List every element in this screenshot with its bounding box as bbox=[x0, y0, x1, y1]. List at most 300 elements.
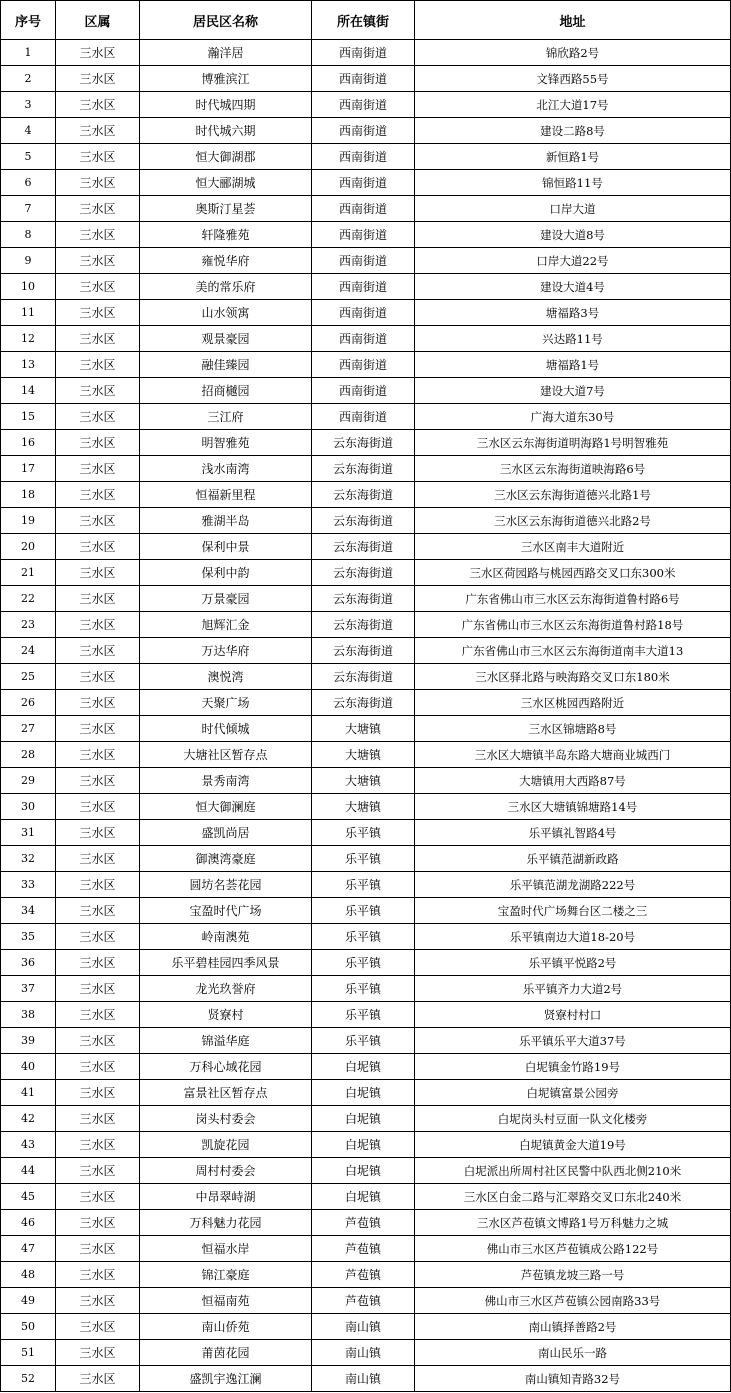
table-row bbox=[1, 508, 731, 534]
cell-index: 11 bbox=[1, 300, 56, 326]
table-row bbox=[1, 196, 731, 222]
cell-town-street: 白坭镇 bbox=[312, 1158, 415, 1184]
cell-index: 23 bbox=[1, 612, 56, 638]
cell-address: 三水区云东海街道映海路6号 bbox=[415, 456, 731, 482]
cell-index: 34 bbox=[1, 898, 56, 924]
cell-town-street: 云东海街道 bbox=[312, 664, 415, 690]
cell-index: 2 bbox=[1, 66, 56, 92]
cell-index: 51 bbox=[1, 1340, 56, 1366]
cell-town-street: 芦苞镇 bbox=[312, 1262, 415, 1288]
cell-community-name: 大塘社区暂存点 bbox=[140, 742, 312, 768]
cell-index: 22 bbox=[1, 586, 56, 612]
cell-town-street: 西南街道 bbox=[312, 248, 415, 274]
cell-address: 乐平镇范湖新政路 bbox=[415, 846, 731, 872]
cell-community-name: 恒大郦湖城 bbox=[140, 170, 312, 196]
table-body bbox=[1, 40, 731, 1392]
cell-address: 锦欣路2号 bbox=[415, 40, 731, 66]
cell-district: 三水区 bbox=[56, 742, 140, 768]
table-row bbox=[1, 1262, 731, 1288]
cell-town-street: 云东海街道 bbox=[312, 586, 415, 612]
cell-district: 三水区 bbox=[56, 274, 140, 300]
cell-address: 广海大道东30号 bbox=[415, 404, 731, 430]
table-row bbox=[1, 612, 731, 638]
cell-address: 广东省佛山市三水区云东海街道鲁村路6号 bbox=[415, 586, 731, 612]
cell-town-street: 西南街道 bbox=[312, 352, 415, 378]
cell-town-street: 云东海街道 bbox=[312, 560, 415, 586]
cell-community-name: 万景豪园 bbox=[140, 586, 312, 612]
cell-district: 三水区 bbox=[56, 1106, 140, 1132]
cell-town-street: 西南街道 bbox=[312, 66, 415, 92]
cell-district: 三水区 bbox=[56, 586, 140, 612]
cell-index: 13 bbox=[1, 352, 56, 378]
table-row bbox=[1, 742, 731, 768]
cell-community-name: 恒大御澜庭 bbox=[140, 794, 312, 820]
cell-community-name: 山水领寓 bbox=[140, 300, 312, 326]
cell-town-street: 南山镇 bbox=[312, 1314, 415, 1340]
cell-address: 三水区荷园路与桃园西路交叉口东300米 bbox=[415, 560, 731, 586]
cell-community-name: 招商樾园 bbox=[140, 378, 312, 404]
cell-address: 建设二路8号 bbox=[415, 118, 731, 144]
table-row bbox=[1, 300, 731, 326]
cell-town-street: 乐平镇 bbox=[312, 846, 415, 872]
cell-district: 三水区 bbox=[56, 1366, 140, 1392]
cell-town-street: 云东海街道 bbox=[312, 690, 415, 716]
cell-town-street: 西南街道 bbox=[312, 326, 415, 352]
cell-town-street: 白坭镇 bbox=[312, 1132, 415, 1158]
cell-community-name: 贤寮村 bbox=[140, 1002, 312, 1028]
cell-index: 14 bbox=[1, 378, 56, 404]
cell-community-name: 万达华府 bbox=[140, 638, 312, 664]
cell-address: 塘福路1号 bbox=[415, 352, 731, 378]
table-row bbox=[1, 638, 731, 664]
cell-address: 乐平镇齐力大道2号 bbox=[415, 976, 731, 1002]
cell-district: 三水区 bbox=[56, 638, 140, 664]
cell-district: 三水区 bbox=[56, 144, 140, 170]
table-row bbox=[1, 430, 731, 456]
cell-index: 48 bbox=[1, 1262, 56, 1288]
cell-address: 宝盈时代广场舞台区二楼之三 bbox=[415, 898, 731, 924]
cell-address: 白坭镇富景公园旁 bbox=[415, 1080, 731, 1106]
table-row bbox=[1, 664, 731, 690]
cell-address: 三水区驿北路与映海路交叉口东180米 bbox=[415, 664, 731, 690]
table-row bbox=[1, 144, 731, 170]
cell-district: 三水区 bbox=[56, 560, 140, 586]
cell-community-name: 时代倾城 bbox=[140, 716, 312, 742]
table-row bbox=[1, 248, 731, 274]
cell-index: 9 bbox=[1, 248, 56, 274]
cell-community-name: 乐平碧桂园四季风景 bbox=[140, 950, 312, 976]
cell-index: 38 bbox=[1, 1002, 56, 1028]
cell-district: 三水区 bbox=[56, 846, 140, 872]
cell-town-street: 大塘镇 bbox=[312, 742, 415, 768]
cell-community-name: 明智雅苑 bbox=[140, 430, 312, 456]
cell-index: 19 bbox=[1, 508, 56, 534]
header-district: 区属 bbox=[56, 1, 140, 40]
table-row bbox=[1, 352, 731, 378]
table-row bbox=[1, 586, 731, 612]
cell-community-name: 宝盈时代广场 bbox=[140, 898, 312, 924]
table-row bbox=[1, 1054, 731, 1080]
cell-district: 三水区 bbox=[56, 690, 140, 716]
cell-index: 49 bbox=[1, 1288, 56, 1314]
cell-district: 三水区 bbox=[56, 924, 140, 950]
cell-index: 18 bbox=[1, 482, 56, 508]
header-row bbox=[1, 1, 731, 40]
cell-community-name: 景秀南湾 bbox=[140, 768, 312, 794]
cell-town-street: 乐平镇 bbox=[312, 898, 415, 924]
cell-community-name: 富景社区暂存点 bbox=[140, 1080, 312, 1106]
cell-district: 三水区 bbox=[56, 664, 140, 690]
cell-index: 46 bbox=[1, 1210, 56, 1236]
cell-town-street: 西南街道 bbox=[312, 404, 415, 430]
table-row bbox=[1, 1210, 731, 1236]
cell-district: 三水区 bbox=[56, 1288, 140, 1314]
table-row bbox=[1, 482, 731, 508]
table-row bbox=[1, 560, 731, 586]
cell-district: 三水区 bbox=[56, 1262, 140, 1288]
cell-district: 三水区 bbox=[56, 976, 140, 1002]
cell-index: 43 bbox=[1, 1132, 56, 1158]
cell-address: 乐平镇平悦路2号 bbox=[415, 950, 731, 976]
table-row bbox=[1, 404, 731, 430]
cell-town-street: 白坭镇 bbox=[312, 1054, 415, 1080]
cell-community-name: 万科心域花园 bbox=[140, 1054, 312, 1080]
table-row bbox=[1, 1314, 731, 1340]
cell-community-name: 恒福水岸 bbox=[140, 1236, 312, 1262]
header-town-street: 所在镇街 bbox=[312, 1, 415, 40]
cell-town-street: 乐平镇 bbox=[312, 820, 415, 846]
cell-town-street: 大塘镇 bbox=[312, 768, 415, 794]
cell-district: 三水区 bbox=[56, 1236, 140, 1262]
cell-address: 南山镇择善路2号 bbox=[415, 1314, 731, 1340]
cell-district: 三水区 bbox=[56, 1054, 140, 1080]
header-community-name: 居民区名称 bbox=[140, 1, 312, 40]
table-row bbox=[1, 872, 731, 898]
cell-community-name: 锦江豪庭 bbox=[140, 1262, 312, 1288]
table-row bbox=[1, 1028, 731, 1054]
cell-address: 三水区大塘镇锦塘路14号 bbox=[415, 794, 731, 820]
cell-address: 贤寮村村口 bbox=[415, 1002, 731, 1028]
cell-town-street: 西南街道 bbox=[312, 274, 415, 300]
table-row bbox=[1, 378, 731, 404]
cell-index: 4 bbox=[1, 118, 56, 144]
cell-index: 33 bbox=[1, 872, 56, 898]
table-row bbox=[1, 222, 731, 248]
table-row bbox=[1, 1236, 731, 1262]
cell-town-street: 西南街道 bbox=[312, 40, 415, 66]
cell-address: 三水区锦塘路8号 bbox=[415, 716, 731, 742]
cell-address: 南山镇知青路32号 bbox=[415, 1366, 731, 1392]
cell-town-street: 云东海街道 bbox=[312, 430, 415, 456]
cell-index: 44 bbox=[1, 1158, 56, 1184]
cell-district: 三水区 bbox=[56, 534, 140, 560]
table-row bbox=[1, 1002, 731, 1028]
cell-community-name: 保利中韵 bbox=[140, 560, 312, 586]
cell-address: 口岸大道22号 bbox=[415, 248, 731, 274]
cell-town-street: 白坭镇 bbox=[312, 1106, 415, 1132]
table-row bbox=[1, 768, 731, 794]
cell-index: 31 bbox=[1, 820, 56, 846]
cell-address: 大塘镇用大西路87号 bbox=[415, 768, 731, 794]
cell-district: 三水区 bbox=[56, 222, 140, 248]
cell-town-street: 西南街道 bbox=[312, 300, 415, 326]
cell-address: 口岸大道 bbox=[415, 196, 731, 222]
cell-town-street: 乐平镇 bbox=[312, 976, 415, 1002]
cell-town-street: 白坭镇 bbox=[312, 1184, 415, 1210]
cell-index: 29 bbox=[1, 768, 56, 794]
cell-index: 41 bbox=[1, 1080, 56, 1106]
table-row bbox=[1, 924, 731, 950]
cell-index: 10 bbox=[1, 274, 56, 300]
cell-address: 文锋西路55号 bbox=[415, 66, 731, 92]
cell-community-name: 三江府 bbox=[140, 404, 312, 430]
cell-town-street: 南山镇 bbox=[312, 1366, 415, 1392]
cell-index: 27 bbox=[1, 716, 56, 742]
cell-community-name: 博雅滨江 bbox=[140, 66, 312, 92]
cell-community-name: 盛凯尚居 bbox=[140, 820, 312, 846]
table-row bbox=[1, 40, 731, 66]
cell-town-street: 大塘镇 bbox=[312, 794, 415, 820]
cell-address: 三水区云东海街道德兴北路1号 bbox=[415, 482, 731, 508]
table-row bbox=[1, 326, 731, 352]
cell-index: 6 bbox=[1, 170, 56, 196]
cell-community-name: 保利中景 bbox=[140, 534, 312, 560]
cell-address: 建设大道8号 bbox=[415, 222, 731, 248]
cell-district: 三水区 bbox=[56, 898, 140, 924]
table-row bbox=[1, 170, 731, 196]
cell-town-street: 大塘镇 bbox=[312, 716, 415, 742]
cell-index: 5 bbox=[1, 144, 56, 170]
cell-district: 三水区 bbox=[56, 482, 140, 508]
cell-community-name: 浅水南湾 bbox=[140, 456, 312, 482]
cell-district: 三水区 bbox=[56, 1132, 140, 1158]
cell-index: 16 bbox=[1, 430, 56, 456]
cell-community-name: 周村村委会 bbox=[140, 1158, 312, 1184]
cell-index: 3 bbox=[1, 92, 56, 118]
cell-community-name: 凯旋花园 bbox=[140, 1132, 312, 1158]
cell-address: 锦恒路11号 bbox=[415, 170, 731, 196]
cell-community-name: 中昂翠峙湖 bbox=[140, 1184, 312, 1210]
cell-town-street: 云东海街道 bbox=[312, 508, 415, 534]
table-row bbox=[1, 794, 731, 820]
cell-index: 15 bbox=[1, 404, 56, 430]
cell-address: 三水区白金二路与汇翠路交叉口东北240米 bbox=[415, 1184, 731, 1210]
cell-town-street: 乐平镇 bbox=[312, 1028, 415, 1054]
cell-address: 白坭镇金竹路19号 bbox=[415, 1054, 731, 1080]
cell-district: 三水区 bbox=[56, 1340, 140, 1366]
cell-index: 40 bbox=[1, 1054, 56, 1080]
cell-community-name: 瀚洋居 bbox=[140, 40, 312, 66]
cell-address: 三水区芦苞镇文博路1号万科魅力之城 bbox=[415, 1210, 731, 1236]
table-row bbox=[1, 950, 731, 976]
cell-community-name: 恒福新里程 bbox=[140, 482, 312, 508]
cell-address: 白坭岗头村豆面一队文化楼旁 bbox=[415, 1106, 731, 1132]
cell-index: 21 bbox=[1, 560, 56, 586]
cell-community-name: 轩隆雅苑 bbox=[140, 222, 312, 248]
header-address: 地址 bbox=[415, 1, 731, 40]
cell-district: 三水区 bbox=[56, 1184, 140, 1210]
cell-district: 三水区 bbox=[56, 1158, 140, 1184]
cell-town-street: 芦苞镇 bbox=[312, 1210, 415, 1236]
cell-town-street: 白坭镇 bbox=[312, 1080, 415, 1106]
cell-index: 39 bbox=[1, 1028, 56, 1054]
cell-address: 三水区云东海街道德兴北路2号 bbox=[415, 508, 731, 534]
cell-index: 25 bbox=[1, 664, 56, 690]
cell-community-name: 观景豪园 bbox=[140, 326, 312, 352]
cell-district: 三水区 bbox=[56, 716, 140, 742]
cell-index: 42 bbox=[1, 1106, 56, 1132]
cell-address: 芦苞镇龙坡三路一号 bbox=[415, 1262, 731, 1288]
table-row bbox=[1, 1158, 731, 1184]
cell-address: 广东省佛山市三水区云东海街道南丰大道13 bbox=[415, 638, 731, 664]
cell-town-street: 云东海街道 bbox=[312, 482, 415, 508]
cell-address: 建设大道7号 bbox=[415, 378, 731, 404]
cell-community-name: 旭辉汇金 bbox=[140, 612, 312, 638]
cell-town-street: 云东海街道 bbox=[312, 456, 415, 482]
cell-district: 三水区 bbox=[56, 794, 140, 820]
table-row bbox=[1, 1132, 731, 1158]
cell-address: 佛山市三水区芦苞镇成公路122号 bbox=[415, 1236, 731, 1262]
cell-address: 建设大道4号 bbox=[415, 274, 731, 300]
cell-address: 三水区南丰大道附近 bbox=[415, 534, 731, 560]
cell-town-street: 西南街道 bbox=[312, 222, 415, 248]
cell-index: 36 bbox=[1, 950, 56, 976]
cell-community-name: 南山侨苑 bbox=[140, 1314, 312, 1340]
cell-index: 1 bbox=[1, 40, 56, 66]
cell-index: 24 bbox=[1, 638, 56, 664]
cell-district: 三水区 bbox=[56, 300, 140, 326]
cell-community-name: 盛凯宇逸江澜 bbox=[140, 1366, 312, 1392]
table-row bbox=[1, 274, 731, 300]
cell-town-street: 西南街道 bbox=[312, 170, 415, 196]
table-row bbox=[1, 1340, 731, 1366]
cell-address: 乐平镇范湖龙湖路222号 bbox=[415, 872, 731, 898]
cell-town-street: 芦苞镇 bbox=[312, 1236, 415, 1262]
cell-district: 三水区 bbox=[56, 430, 140, 456]
cell-district: 三水区 bbox=[56, 768, 140, 794]
cell-district: 三水区 bbox=[56, 40, 140, 66]
cell-index: 35 bbox=[1, 924, 56, 950]
cell-district: 三水区 bbox=[56, 1314, 140, 1340]
cell-district: 三水区 bbox=[56, 1002, 140, 1028]
cell-address: 乐平镇礼智路4号 bbox=[415, 820, 731, 846]
cell-town-street: 乐平镇 bbox=[312, 872, 415, 898]
cell-address: 佛山市三水区芦苞镇公园南路33号 bbox=[415, 1288, 731, 1314]
cell-town-street: 乐平镇 bbox=[312, 950, 415, 976]
cell-community-name: 澳悦湾 bbox=[140, 664, 312, 690]
table-row bbox=[1, 534, 731, 560]
cell-index: 32 bbox=[1, 846, 56, 872]
cell-index: 12 bbox=[1, 326, 56, 352]
cell-district: 三水区 bbox=[56, 118, 140, 144]
table-row bbox=[1, 456, 731, 482]
cell-district: 三水区 bbox=[56, 326, 140, 352]
cell-address: 三水区云东海街道明海路1号明智雅苑 bbox=[415, 430, 731, 456]
cell-district: 三水区 bbox=[56, 1210, 140, 1236]
cell-community-name: 岗头村委会 bbox=[140, 1106, 312, 1132]
cell-district: 三水区 bbox=[56, 1028, 140, 1054]
cell-district: 三水区 bbox=[56, 248, 140, 274]
cell-community-name: 锦溢华庭 bbox=[140, 1028, 312, 1054]
cell-community-name: 岭南澳苑 bbox=[140, 924, 312, 950]
cell-town-street: 乐平镇 bbox=[312, 1002, 415, 1028]
table-row bbox=[1, 716, 731, 742]
cell-index: 20 bbox=[1, 534, 56, 560]
cell-town-street: 云东海街道 bbox=[312, 638, 415, 664]
table-row bbox=[1, 846, 731, 872]
table-row bbox=[1, 1080, 731, 1106]
cell-district: 三水区 bbox=[56, 1080, 140, 1106]
cell-district: 三水区 bbox=[56, 66, 140, 92]
cell-district: 三水区 bbox=[56, 820, 140, 846]
table-row bbox=[1, 1106, 731, 1132]
cell-address: 新恒路1号 bbox=[415, 144, 731, 170]
cell-town-street: 西南街道 bbox=[312, 92, 415, 118]
cell-community-name: 龙光玖誉府 bbox=[140, 976, 312, 1002]
cell-district: 三水区 bbox=[56, 92, 140, 118]
table-row bbox=[1, 690, 731, 716]
cell-address: 乐平镇南边大道18-20号 bbox=[415, 924, 731, 950]
cell-address: 三水区大塘镇半岛东路大塘商业城西门 bbox=[415, 742, 731, 768]
cell-district: 三水区 bbox=[56, 352, 140, 378]
table-row bbox=[1, 1288, 731, 1314]
cell-community-name: 恒大御湖郡 bbox=[140, 144, 312, 170]
cell-address: 塘福路3号 bbox=[415, 300, 731, 326]
cell-community-name: 莆茵花园 bbox=[140, 1340, 312, 1366]
table-row bbox=[1, 1184, 731, 1210]
cell-index: 52 bbox=[1, 1366, 56, 1392]
table-row bbox=[1, 1366, 731, 1392]
cell-community-name: 融佳臻园 bbox=[140, 352, 312, 378]
cell-town-street: 西南街道 bbox=[312, 118, 415, 144]
cell-address: 白坭派出所周村社区民警中队西北侧210米 bbox=[415, 1158, 731, 1184]
cell-town-street: 云东海街道 bbox=[312, 612, 415, 638]
cell-index: 28 bbox=[1, 742, 56, 768]
cell-address: 广东省佛山市三水区云东海街道鲁村路18号 bbox=[415, 612, 731, 638]
header-index: 序号 bbox=[1, 1, 56, 40]
cell-district: 三水区 bbox=[56, 456, 140, 482]
cell-town-street: 乐平镇 bbox=[312, 924, 415, 950]
cell-index: 8 bbox=[1, 222, 56, 248]
cell-community-name: 圆坊名荟花园 bbox=[140, 872, 312, 898]
cell-community-name: 美的常乐府 bbox=[140, 274, 312, 300]
cell-index: 50 bbox=[1, 1314, 56, 1340]
cell-community-name: 御澳湾豪庭 bbox=[140, 846, 312, 872]
cell-community-name: 恒福南苑 bbox=[140, 1288, 312, 1314]
cell-address: 乐平镇乐平大道37号 bbox=[415, 1028, 731, 1054]
cell-address: 南山民乐一路 bbox=[415, 1340, 731, 1366]
cell-town-street: 西南街道 bbox=[312, 378, 415, 404]
cell-district: 三水区 bbox=[56, 404, 140, 430]
table-row bbox=[1, 898, 731, 924]
cell-address: 兴达路11号 bbox=[415, 326, 731, 352]
cell-community-name: 时代城六期 bbox=[140, 118, 312, 144]
cell-town-street: 南山镇 bbox=[312, 1340, 415, 1366]
table-row bbox=[1, 118, 731, 144]
cell-index: 17 bbox=[1, 456, 56, 482]
cell-district: 三水区 bbox=[56, 170, 140, 196]
cell-town-street: 芦苞镇 bbox=[312, 1288, 415, 1314]
table-row bbox=[1, 92, 731, 118]
cell-district: 三水区 bbox=[56, 872, 140, 898]
cell-index: 45 bbox=[1, 1184, 56, 1210]
cell-town-street: 云东海街道 bbox=[312, 534, 415, 560]
cell-index: 47 bbox=[1, 1236, 56, 1262]
cell-district: 三水区 bbox=[56, 378, 140, 404]
cell-index: 7 bbox=[1, 196, 56, 222]
table-row bbox=[1, 820, 731, 846]
cell-community-name: 万科魅力花园 bbox=[140, 1210, 312, 1236]
